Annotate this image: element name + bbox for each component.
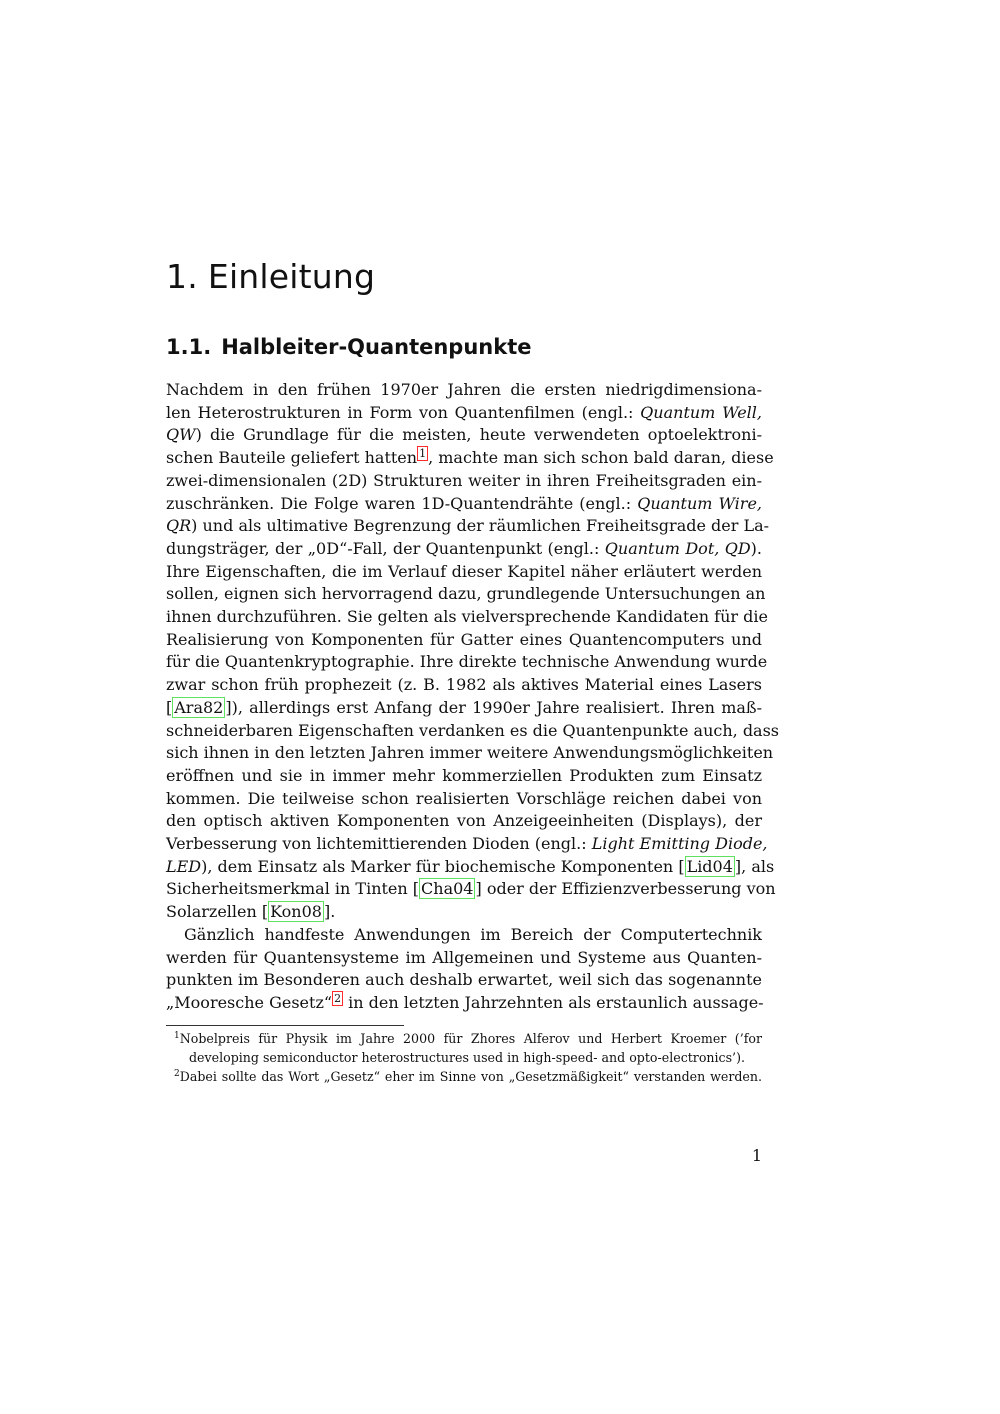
text-line: Gänzlich handfeste Anwendungen im Bereich der Computertechnik [184, 924, 762, 944]
text-line [166, 878, 776, 901]
text-run: ], als [734, 856, 775, 876]
paragraph-1 [166, 379, 780, 924]
italic-term: LED [166, 856, 202, 876]
text-line [166, 697, 762, 720]
italic-term: Light Emitting Diode, [591, 834, 768, 854]
footnote-1 [166, 1029, 762, 1067]
text-run: ). [750, 538, 762, 558]
text-line: zwar schon früh prophezeit (z. B. 1982 als aktives Material eines Lasers [166, 675, 762, 695]
text-line: zwei-dimensionalen (2D) Strukturen weiter in ihren Freiheitsgraden ein- [166, 470, 762, 490]
footnote-line: developing semiconductor heterostructures used in high-speed- and opto-electronics’). [189, 1050, 745, 1065]
footnote-ref-2[interactable]: 2 [334, 991, 342, 1005]
text-line: sollen, eignen sich hervorragend dazu, grundlegende Untersuchungen an [166, 584, 766, 604]
text-line [166, 901, 762, 924]
text-run: ) und als ultimative Begrenzung der räumlichen Freiheitsgrade der La- [191, 516, 770, 536]
text-run: „Mooresche Gesetz“ [166, 992, 333, 1012]
text-run: in den letzten Jahrzehnten als erstaunlich aussage- [343, 992, 764, 1012]
body-text [166, 379, 780, 1015]
paragraph-2 [166, 924, 762, 1015]
text-line [166, 402, 762, 425]
text-run: zuschränken. Die Folge waren 1D-Quantendrähte (engl.: [166, 493, 638, 513]
text-run: ] oder der Effizienzverbesserung von [475, 879, 776, 899]
chapter-heading [166, 252, 375, 302]
text-line: Nachdem in den frühen 1970er Jahren die ersten niedrigdimensiona- [166, 380, 762, 399]
text-run: , machte man sich schon bald daran, diese [428, 448, 774, 468]
text-line: punkten im Besonderen auch deshalb erwartet, weil sich das sogenannte [166, 970, 762, 990]
italic-term: Quantum Wire, [637, 493, 762, 513]
text-line: Realisierung von Komponenten für Gatter eines Quantencomputers und [166, 629, 762, 649]
text-line: für die Quantenkryptographie. Ihre direkte technische Anwendung wurde [166, 652, 768, 672]
citation-kon08[interactable]: Kon08 [270, 902, 322, 922]
italic-term: QR [166, 516, 192, 536]
text-run: len Heterostrukturen in Form von Quantenfilmen (engl.: [166, 402, 641, 422]
text-line [166, 856, 775, 879]
text-line: Ihre Eigenschaften, die im Verlauf dieser Kapitel näher erläutert werden [166, 561, 762, 581]
text-line: ihnen durchzuführen. Sie gelten als vielversprechende Kandidaten für die [166, 607, 768, 627]
text-run: ]), allerdings erst Anfang der 1990er Jahre realisiert. Ihren maß- [225, 697, 762, 717]
footnote-line [166, 1029, 762, 1048]
text-run: ]. [323, 902, 336, 922]
text-run: ), dem Einsatz als Marker für biochemische Komponenten [ [201, 856, 685, 876]
text-line: kommen. Die teilweise schon realisierten Vorschläge reichen dabei von [166, 788, 762, 808]
text-line [166, 515, 770, 538]
citation-ara82[interactable]: Ara82 [174, 697, 224, 717]
italic-term: Quantum Well, [640, 402, 763, 422]
italic-term: Quantum Dot, QD [604, 538, 751, 558]
text-line: eröffnen und sie in immer mehr kommerziellen Produkten zum Einsatz [166, 765, 762, 785]
page-number: 1 [751, 1146, 762, 1165]
footnote-ref-1[interactable]: 1 [419, 447, 427, 461]
text-line [166, 992, 762, 1015]
footnote-2 [166, 1067, 762, 1086]
footnotes [166, 1029, 762, 1086]
citation-lid04[interactable]: Lid04 [686, 856, 733, 876]
text-run: Sicherheitsmerkmal in Tinten [ [166, 879, 420, 899]
text-run: dungsträger, der „0D“-Fall, der Quantenpunkt (engl.: [166, 538, 605, 558]
citation-cha04[interactable]: Cha04 [421, 879, 474, 899]
text-line: den optisch aktiven Komponenten von Anzeigeeinheiten (Displays), der [166, 811, 762, 831]
footnote-text: Dabei sollte das Wort „Gesetz“ eher im Sinne von „Gesetzmäßigkeit“ verstanden werden. [179, 1069, 762, 1084]
text-run: schen Bauteile geliefert hatten [166, 448, 418, 468]
chapter-number: 1. [166, 257, 198, 296]
text-line [166, 538, 762, 561]
footnote-divider [166, 1025, 404, 1026]
text-line: sich ihnen in den letzten Jahren immer weitere Anwendungsmöglichkeiten [166, 743, 774, 763]
text-line: werden für Quantensysteme im Allgemeinen und Systeme aus Quanten- [166, 947, 762, 967]
text-line [166, 493, 762, 516]
text-line [166, 447, 774, 470]
footnote-line [166, 1067, 762, 1086]
section-heading [166, 331, 532, 363]
italic-term: QW [166, 425, 196, 445]
text-run: ) die Grundlage für die meisten, heute verwendeten optoelektroni- [195, 425, 762, 445]
text-run: Verbesserung von lichtemittierenden Dioden (engl.: [166, 834, 592, 854]
text-run: [ [166, 697, 173, 717]
footnote-text: Nobelpreis für Physik im Jahre 2000 für Zhores Alferov und Herbert Kroemer (’for [179, 1031, 762, 1046]
section-number: 1.1. [166, 335, 212, 359]
chapter-title: Einleitung [207, 257, 376, 296]
text-line [166, 424, 762, 447]
section-title: Halbleiter-Quantenpunkte [221, 335, 532, 359]
text-run: Solarzellen [ [166, 902, 269, 922]
footnote-mark: 1 [174, 1031, 180, 1041]
text-line [166, 833, 768, 856]
footnote-mark: 2 [174, 1069, 180, 1079]
text-line: schneiderbaren Eigenschaften verdanken es die Quantenpunkte auch, dass [166, 720, 780, 740]
